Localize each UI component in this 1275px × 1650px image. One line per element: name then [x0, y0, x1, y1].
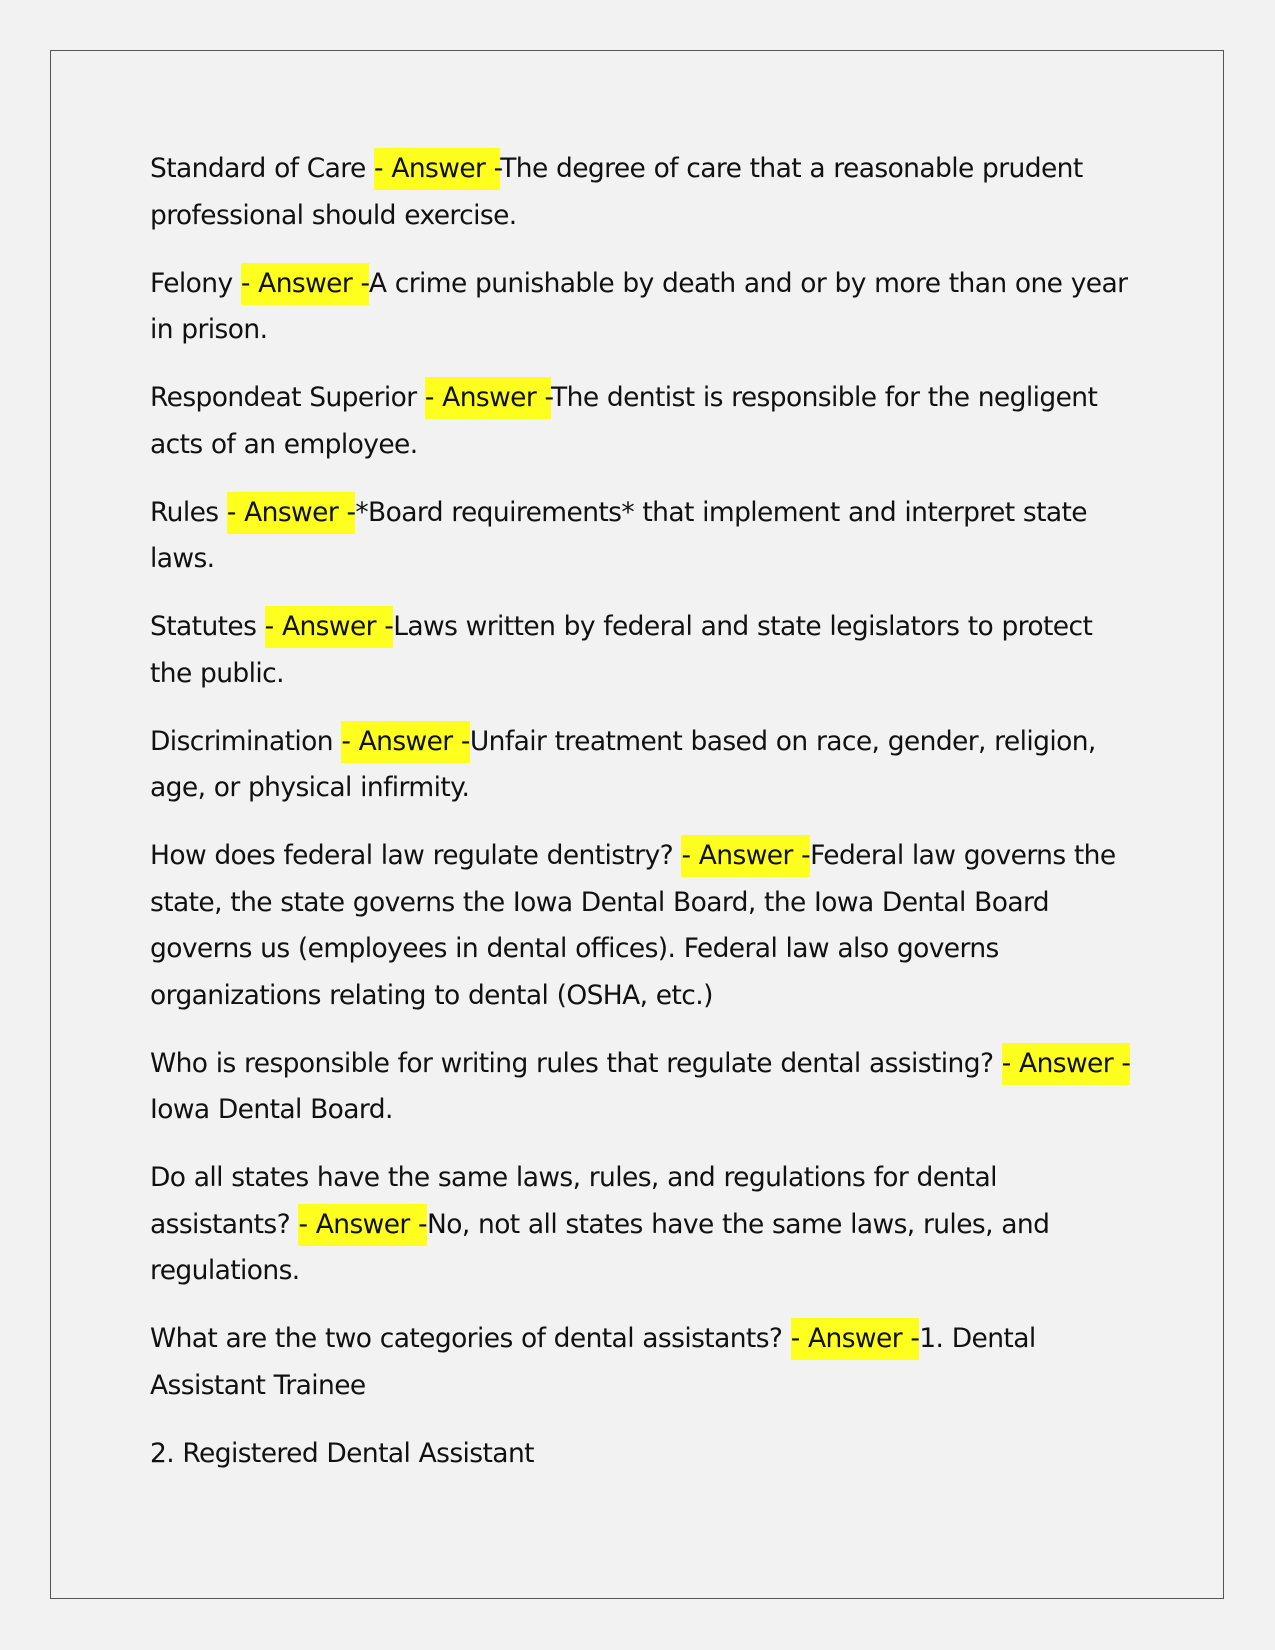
- question-text: Discrimination: [150, 725, 342, 757]
- qa-entry: [150, 604, 1135, 697]
- answer-highlight: - Answer -: [374, 148, 500, 190]
- answer-text: 1. Dental Assistant Trainee: [150, 1323, 1036, 1401]
- qa-entry: [150, 490, 1135, 583]
- question-text: Respondeat Superior: [150, 382, 425, 413]
- qa-entry: [150, 833, 1135, 1019]
- answer-text: The dentist is responsible for the negligent acts of an employee.: [150, 382, 1098, 460]
- answer-text: No, not all states have the same laws, rules, and regulations.: [150, 1208, 1050, 1286]
- question-text: Rules: [150, 496, 227, 528]
- qa-entry: [150, 1316, 1135, 1409]
- question-text: How does federal law regulate dentistry?: [150, 840, 682, 871]
- answer-text: The degree of care that a reasonable prudent professional should exercise.: [150, 153, 1083, 231]
- answer-highlight: - Answer -: [265, 606, 394, 648]
- qa-entry: [150, 261, 1135, 354]
- document-body: [150, 146, 1135, 1499]
- qa-entry: [150, 1041, 1135, 1134]
- answer-highlight: - Answer -: [1002, 1043, 1131, 1085]
- answer-text: *Board requirements* that implement and interpret state laws.: [150, 496, 1087, 574]
- qa-entry: [150, 375, 1135, 468]
- answer-highlight: - Answer -: [681, 835, 810, 877]
- qa-entry: [150, 146, 1135, 239]
- answer-highlight: - Answer -: [791, 1318, 920, 1360]
- answer-highlight: - Answer -: [298, 1204, 427, 1246]
- answer-text: Laws written by federal and state legislators to protect the public.: [150, 611, 1093, 689]
- qa-entry: [150, 1155, 1135, 1295]
- question-text: Who is responsible for writing rules that regulate dental assisting?: [150, 1047, 1002, 1079]
- answer-highlight: - Answer -: [341, 721, 470, 763]
- qa-entry: [150, 719, 1135, 812]
- question-text: What are the two categories of dental assistants?: [150, 1323, 791, 1354]
- question-text: Do all states have the same laws, rules, and regulations for dental assistants?: [150, 1162, 997, 1240]
- answer-text: Federal law governs the state, the state governs the Iowa Dental Board, the Iowa Dental Board governs us (employees in dental offices). Federal law also governs organizations relating to dental (OSHA, etc.): [150, 840, 1116, 1011]
- answer-highlight: - Answer -: [425, 377, 551, 419]
- question-text: Standard of Care: [150, 153, 375, 184]
- trailing-line: 2. Registered Dental Assistant: [150, 1437, 534, 1469]
- answer-text: Iowa Dental Board.: [150, 1094, 393, 1125]
- answer-highlight: - Answer -: [227, 492, 356, 534]
- answer-text: A crime punishable by death and or by more than one year in prison.: [150, 267, 1128, 345]
- answer-highlight: - Answer -: [241, 263, 369, 305]
- question-text: Felony: [150, 267, 241, 299]
- answer-text: Unfair treatment based on race, gender, religion, age, or physical infirmity.: [150, 725, 1096, 803]
- question-text: Statutes: [150, 611, 265, 642]
